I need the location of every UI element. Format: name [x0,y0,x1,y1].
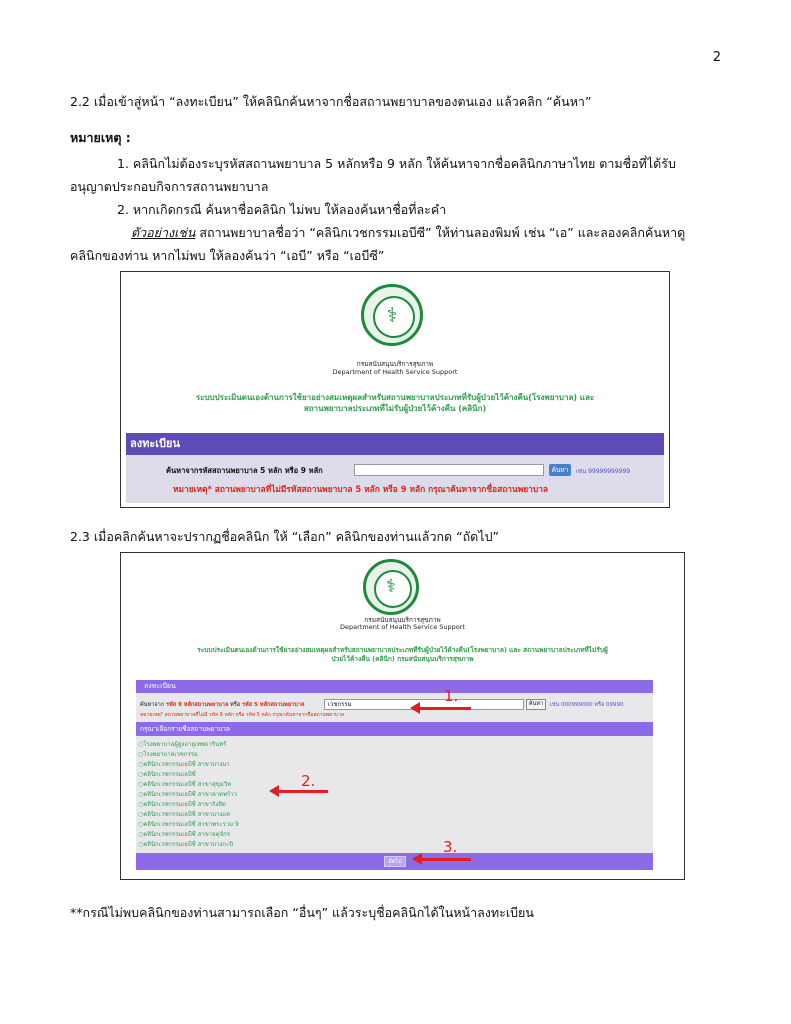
caduceus-icon: ⚕ [386,303,398,327]
system-title-line-2: สถานพยาบาลประเภทที่ไม่รับผู้ป่วยไว้ค้างคืน (คลินิก) [303,404,487,413]
screenshot-register-page [120,271,670,508]
dept-name-en: Department of Health Service Support [332,368,458,376]
clinic-option[interactable]: ○คลินิกเวชกรรมเอบีซี สาขาลาดพร้าว [138,791,238,798]
footer-bar [136,853,653,870]
example-hint: เช่น 99999999999 [576,468,631,475]
note-1-line-2: อนุญาตประกอบกิจการสถานพยาบาล [70,179,269,194]
arrow-icon [278,790,328,793]
search-button[interactable]: ค้นหา [549,464,571,476]
clinic-option[interactable]: ○โรงพยาบาลผู้สูงอายุเทพธารินทร์ [138,741,227,748]
search-label: ค้นหาจากรหัสสถานพยาบาล 5 หลัก หรือ 9 หลัก [166,466,323,475]
search-input[interactable]: เวชกรรม [324,699,524,710]
section-2-2-text: 2.2 เมื่อเข้าสู่หน้า “ลงทะเบียน” ให้คลินิกค้นหาจากชื่อสถานพยาบาลของตนเอง แล้วคลิก “ค้นหา” [70,94,592,109]
search-label: ค้นหาจาก รหัส 9 หลักสถานพยาบาล หรือ รหัส 5 หลักสถานพยาบาล [140,702,305,708]
page-number: 2 [712,50,721,65]
arrow-icon [421,858,471,861]
clinic-option[interactable]: ○คลินิกเวชกรรมเอบีซี สาขาบางนา [138,761,230,768]
clinic-option[interactable]: ○คลินิกเวชกรรมเอบีซี [138,771,196,778]
clinic-option[interactable]: ○คลินิกเวชกรรมเอบีซี สาขาจตุจักร [138,831,230,838]
search-input[interactable] [354,464,544,476]
register-header: ลงทะเบียน [126,433,664,455]
system-title-line-2: ป่วยไว้ค้างคืน (คลินิก) กรมสนับสนุนบริการสุขภาพ [331,655,474,663]
caduceus-icon: ⚕ [386,576,396,597]
clinic-option[interactable]: ○คลินิกเวชกรรมเอบีซี สาขาพระราม 9 [138,821,239,828]
ministry-logo [361,284,423,346]
next-button[interactable]: ถัดไป [384,856,406,867]
clinic-option[interactable]: ○คลินิกเวชกรรมเอบีซี สาขาสุขุมวิท [138,781,232,788]
dept-name-th: กรมสนับสนุนบริการสุขภาพ [356,360,434,368]
search-panel [126,455,664,503]
choose-header: กรุณาเลือกรายชื่อสถานพยาบาล [136,722,653,736]
remark-text: หมายเหตุ* สถานพยาบาลที่ไม่มีรหัสสถานพยาบาล 5 หลัก หรือ 9 หลัก กรุณาค้นหาจากชื่อสถานพยาบาล [173,484,548,494]
example-line-2: คลินิกของท่าน หากไม่พบ ให้ลองค้นว่า “เอบี” หรือ “เอบีซี” [70,248,385,263]
marker-1: 1. [444,687,459,705]
marker-2: 2. [301,772,316,790]
system-title-line-1: ระบบประเมินตนเองด้านการใช้ยาอย่างสมเหตุผลสำหรับสถานพยาบาลประเภทที่รับผู้ป่วยไว้ค้างคืน(โรงพยาบาล) และ สถานพยาบาลประเภทที่ไม่รับผู้ [197,646,608,654]
register-card [136,680,653,870]
register-header: ลงทะเบียน [136,680,653,693]
marker-3: 3. [443,838,458,856]
search-button[interactable]: ค้นหา [526,699,546,710]
clinic-option[interactable]: ○โรงพยาบาลเวชกรรม [138,751,198,758]
example-hint: เช่น 000999000 หรือ 09990 [550,702,624,708]
dept-name-en: Department of Health Service Support [340,623,465,631]
dept-name-th: กรมสนับสนุนบริการสุขภาพ [364,616,441,624]
clinic-option[interactable]: ○คลินิกเวชกรรมเอบีซี สาขารังสิต [138,801,226,808]
note-2: 2. หากเกิดกรณี ค้นหาชื่อคลินิก ไม่พบ ให้ลองค้นหาชื่อที่ละคำ [117,202,447,217]
example-text: สถานพยาบาลชื่อว่า “คลินิกเวชกรรมเอบีซี” ให้ท่านลองพิมพ์ เช่น “เอ” และลองคลิกค้นหาดู [195,225,686,240]
clinic-option[interactable]: ○คลินิกเวชกรรมเอบีซี สาขาบางแค [138,811,231,818]
ministry-logo [363,559,419,615]
clinic-options-list [138,740,239,850]
note-1-line-1: 1. คลินิกไม่ต้องระบุรหัสสถานพยาบาล 5 หลักหรือ 9 หลัก ให้ค้นหาจากชื่อคลินิกภาษาไทย ตามชื่อที่ได้รับ [117,156,676,171]
section-2-3-text: 2.3 เมื่อคลิกค้นหาจะปรากฏชื่อคลินิก ให้ “เลือก” คลินิกของท่านแล้วกด “ถัดไป” [70,529,499,544]
example-line-1 [131,224,685,242]
remark-text: หมายเหตุ* สถานพยาบาลที่ไม่มี รหัส 9 หลัก หรือ รหัส 5 หลัก กรุณาค้นหาจากชื่อสถานพยาบาล [140,712,344,718]
example-label: ตัวอย่างเช่น [131,225,196,240]
screenshot-choose-clinic [120,552,685,880]
clinic-option[interactable]: ○คลินิกเวชกรรมเอบีซี สาขาบางกะปิ [138,841,233,848]
system-title-line-1: ระบบประเมินตนเองด้านการใช้ยาอย่างสมเหตุผลสำหรับสถานพยาบาลประเภทที่รับผู้ป่วยไว้ค้างคืน(โรงพยาบาล) และ [195,393,595,402]
footer-note: **กรณีไม่พบคลินิกของท่านสามารถเลือก “อื่นๆ” แล้วระบุชื่อคลินิกได้ในหน้าลงทะเบียน [70,905,534,920]
note-heading: หมายเหตุ : [70,130,131,145]
arrow-icon [419,707,471,710]
